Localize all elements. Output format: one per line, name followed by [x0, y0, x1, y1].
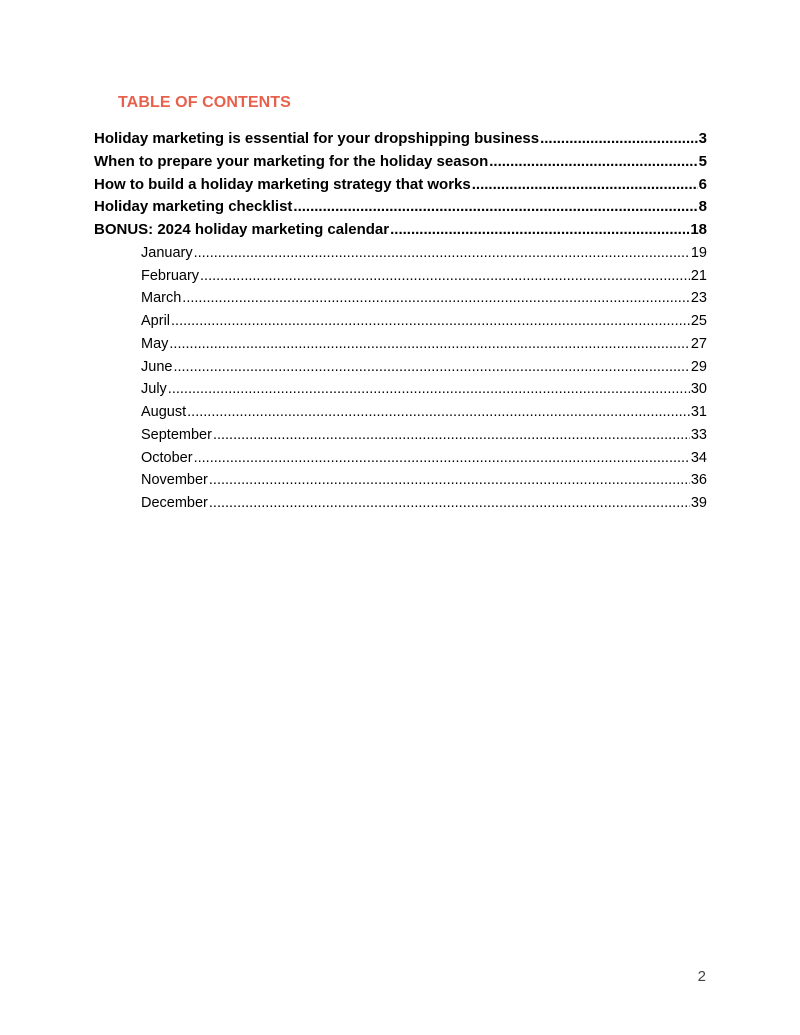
toc-subentry[interactable]	[94, 310, 707, 333]
toc-list	[94, 128, 707, 515]
toc-subentry[interactable]	[94, 424, 707, 447]
toc-entry-page: 19	[690, 244, 707, 261]
toc-entry-page: 25	[690, 313, 707, 329]
toc-entry-label: June	[141, 358, 173, 375]
toc-dot-leader	[390, 219, 689, 242]
toc-entry-label: January	[141, 244, 193, 261]
toc-subentry[interactable]	[94, 265, 707, 288]
toc-entry-label: May	[141, 335, 169, 352]
toc-entry-label: July	[141, 381, 167, 398]
toc-entry[interactable]	[94, 174, 707, 197]
toc-entry-page: 29	[690, 358, 707, 375]
toc-dot-leader	[200, 265, 690, 288]
toc-subentry[interactable]	[94, 469, 707, 492]
toc-entry-label: November	[141, 472, 208, 489]
toc-entry-label: December	[141, 495, 208, 511]
toc-entry-page: 6	[698, 175, 707, 193]
toc-dot-leader	[187, 401, 690, 424]
toc-dot-leader	[213, 424, 690, 447]
toc-entry-page: 36	[690, 472, 707, 489]
toc-entry-label: April	[141, 313, 171, 329]
toc-entry-label: Holiday marketing checklist	[94, 198, 293, 216]
toc-dot-leader	[168, 378, 690, 401]
toc-entry-page: 31	[690, 404, 707, 420]
toc-entry-page: 3	[698, 130, 707, 147]
toc-subentry[interactable]	[94, 401, 707, 424]
toc-dot-leader	[209, 469, 690, 492]
toc-entry[interactable]	[94, 128, 707, 151]
toc-entry-page: 30	[690, 381, 707, 398]
toc-entry-label: March	[141, 290, 182, 307]
toc-heading: TABLE OF CONTENTS	[118, 94, 291, 111]
toc-subentry[interactable]	[94, 378, 707, 401]
toc-dot-leader	[293, 196, 697, 219]
toc-dot-leader	[472, 174, 698, 197]
toc-subentry[interactable]	[94, 492, 707, 515]
toc-entry[interactable]	[94, 151, 707, 174]
toc-dot-leader	[173, 356, 689, 379]
toc-subentry[interactable]	[94, 333, 707, 356]
toc-entry[interactable]	[94, 219, 707, 242]
toc-dot-leader	[169, 333, 689, 356]
toc-entry-label: August	[141, 404, 187, 420]
toc-subentry[interactable]	[94, 356, 707, 379]
toc-dot-leader	[171, 310, 690, 333]
toc-entry-label: February	[141, 267, 200, 284]
toc-entry-page: 5	[698, 152, 707, 170]
toc-entry[interactable]	[94, 196, 707, 219]
toc-entry-page: 34	[690, 449, 707, 466]
toc-subentry[interactable]	[94, 447, 707, 470]
page-number: 2	[697, 968, 706, 985]
toc-entry-label: October	[141, 449, 193, 466]
toc-entry-label: September	[141, 426, 212, 443]
toc-entry-page: 27	[690, 335, 707, 352]
toc-entry-page: 33	[690, 426, 707, 443]
toc-dot-leader	[209, 492, 690, 515]
toc-dot-leader	[540, 128, 698, 151]
toc-entry-label: Holiday marketing is essential for your dropshipping business	[94, 130, 540, 147]
toc-entry-label: How to build a holiday marketing strategy that works	[94, 175, 471, 193]
toc-entry-page: 21	[690, 267, 707, 284]
toc-entry-page: 18	[690, 221, 707, 238]
toc-entry-label: When to prepare your marketing for the holiday season	[94, 152, 489, 170]
toc-dot-leader	[194, 447, 690, 470]
toc-subentry[interactable]	[94, 242, 707, 265]
toc-dot-leader	[489, 151, 697, 174]
toc-entry-page: 39	[690, 495, 707, 511]
toc-dot-leader	[194, 242, 690, 265]
toc-dot-leader	[182, 287, 690, 310]
toc-entry-page: 23	[690, 290, 707, 307]
toc-entry-label: BONUS: 2024 holiday marketing calendar	[94, 221, 390, 238]
toc-entry-page: 8	[698, 198, 707, 216]
toc-subentry[interactable]	[94, 287, 707, 310]
